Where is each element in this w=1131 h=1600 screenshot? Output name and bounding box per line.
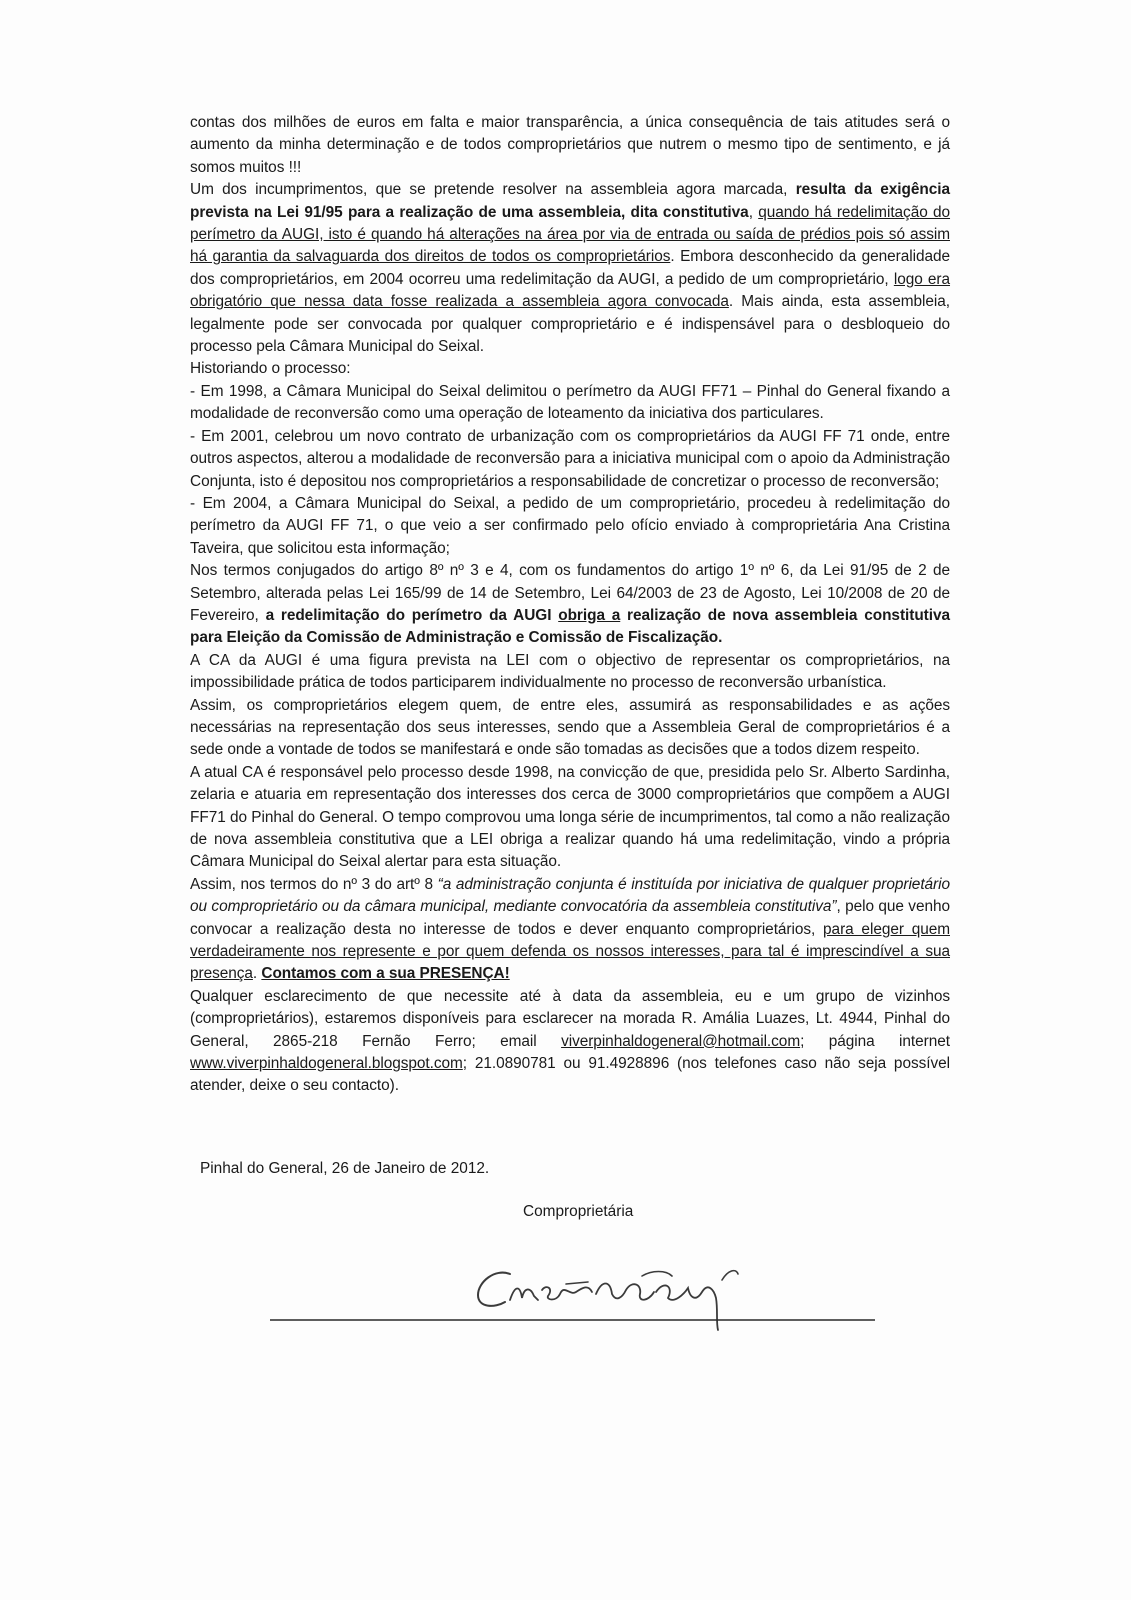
paragraph-historiando: Historiando o processo:: [190, 360, 351, 378]
paragraph-incumprimentos: [190, 179, 950, 358]
paragraph-nos-termos: [190, 560, 950, 650]
signatory-role: Comproprietária: [523, 1203, 634, 1220]
letter-body: [190, 112, 950, 1098]
text-span: .: [252, 965, 262, 983]
underlined-text: para eleger quem verdadeiramente nos represente e por quem defenda os nossos interesses, para tal é imprescindível a sua presença: [190, 920, 950, 983]
bold-underlined-text: obriga a: [558, 606, 621, 624]
text-span: Assim, nos termos do nº 3 do artº 8: [190, 875, 438, 893]
text-span: ; 21.0890781 ou 91.4928896 (nos telefones caso não seja possível atender, deixe o seu contacto).: [190, 1055, 950, 1095]
paragraph-ca-augi: A CA da AUGI é uma figura prevista na LEI com o objectivo de representar os comproprietários, na impossibilidade prática de todos participarem individualmente no processo de reconversão urbanística.: [190, 651, 950, 692]
text-span: . Embora desconhecido da generalidade dos comproprietários, em 2004 ocorreu uma redelimitação da AUGI, a pedido de um comproprietário,: [190, 248, 950, 288]
paragraph-2001: - Em 2001, celebrou um novo contrato de urbanização com os comproprietários da AUGI FF 71 onde, entre outros aspectos, alterou a modalidade de reconversão para a iniciativa municipal com o apoio da Administração Conjunta, isto é depositou nos comproprietários a responsabilidade de concretizar o processo de reconversão;: [190, 427, 950, 490]
underlined-text: quando há redelimitação do perímetro da AUGI, isto é quando há alterações na área por via de entrada ou saída de prédios pois só assim há garantia da salvaguarda dos direitos de todos os comproprietários: [190, 203, 951, 266]
bold-underlined-text: Contamos com a sua PRESENÇA!: [261, 965, 510, 983]
place-date: Pinhal do General, 26 de Janeiro de 2012.: [200, 1160, 490, 1177]
paragraph-convocatoria: [190, 874, 950, 986]
text-span: ,: [748, 203, 759, 221]
signature-image: [270, 1240, 890, 1340]
bold-text: resulta da exigência prevista na Lei 91/95 para a realização de uma assembleia, dita constitutiva: [190, 181, 950, 221]
text-span: Um dos incumprimentos, que se pretende resolver na assembleia agora marcada,: [190, 181, 796, 199]
text-span: . Mais ainda, esta assembleia, legalmente pode ser convocada por qualquer comproprietário e é indispensável para o desbloqueio do processo pela Câmara Municipal do Seixal.: [190, 293, 950, 356]
underlined-text: logo era obrigatório que nessa data fosse realizada a assembleia agora convocada: [190, 270, 951, 311]
text-span: ; página internet: [800, 1032, 950, 1050]
paragraph-intro: contas dos milhões de euros em falta e maior transparência, a única consequência de tais atitudes será o aumento da minha determinação e de todos comproprietários que nutrem o mesmo tipo de sentimento, e já somos muitos !!!: [190, 114, 950, 176]
paragraph-atual-ca: A atual CA é responsável pelo processo desde 1998, na convicção de que, presidida pelo Sr. Alberto Sardinha, zelaria e atuaria em representação dos interesses dos cerca de 3000 comproprietários que compõem a AUGI FF71 do Pinhal do General. O tempo comprovou uma longa série de incumprimentos, tal como a não realização de nova assembleia constitutiva que a LEI obriga a realizar quando há uma redelimitação, vindo a própria Câmara Municipal do Seixal alertar para esta situação.: [190, 763, 950, 871]
text-span: , pelo que venho convocar a realização desta no interesse de todos e dever enquanto comproprietários,: [190, 898, 950, 938]
italic-quote: “a administração conjunta é instituída por iniciativa de qualquer proprietário ou comproprietário ou da câmara municipal, mediante convocatória da assembleia constitutiva”: [190, 875, 951, 916]
bold-text: realização de nova assembleia constitutiva para Eleição da Comissão de Administração e Comissão de Fiscalização.: [190, 606, 950, 647]
paragraph-contactos: [190, 986, 950, 1098]
website-link[interactable]: www.viverpinhaldogeneral.blogspot.com: [190, 1055, 463, 1073]
paragraph-2004: - Em 2004, a Câmara Municipal do Seixal, a pedido de um comproprietário, procedeu à redelimitação do perímetro da AUGI FF 71, o que veio a ser confirmado pelo ofício enviado à comproprietária Ana Cristina Taveira, que solicitou esta informação;: [190, 494, 950, 557]
text-span: Qualquer esclarecimento de que necessite até à data da assembleia, eu e um grupo de vizinhos (comproprietários), estaremos disponíveis para esclarecer na morada R. Amália Luazes, Lt. 4944, Pinhal do General, 2865-218 Fernão Ferro; email: [190, 987, 950, 1050]
email-link[interactable]: viverpinhaldogeneral@hotmail.com: [561, 1032, 801, 1050]
paragraph-assim-elegem: Assim, os comproprietários elegem quem, de entre eles, assumirá as responsabilidades e as ações necessárias na representação dos seus interesses, sendo que a Assembleia Geral de comproprietários é a sede onde a vontade de todos se manifestará e onde são tomadas as decisões que a todos dizem respeito.: [190, 696, 950, 759]
bold-text: a redelimitação do perímetro da AUGI: [265, 606, 559, 624]
text-span: Nos termos conjugados do artigo 8º nº 3 e 4, com os fundamentos do artigo 1º nº 6, da Lei 91/95 de 2 de Setembro, alterada pelas Lei 165/99 de 14 de Setembro, Lei 64/2003 de 23 de Agosto, Lei 10/2008 de 20 de Fevereiro,: [190, 562, 950, 624]
paragraph-1998: - Em 1998, a Câmara Municipal do Seixal delimitou o perímetro da AUGI FF71 – Pinhal do General fixando a modalidade de reconversão como uma operação de loteamento da iniciativa dos particulares.: [190, 382, 950, 423]
